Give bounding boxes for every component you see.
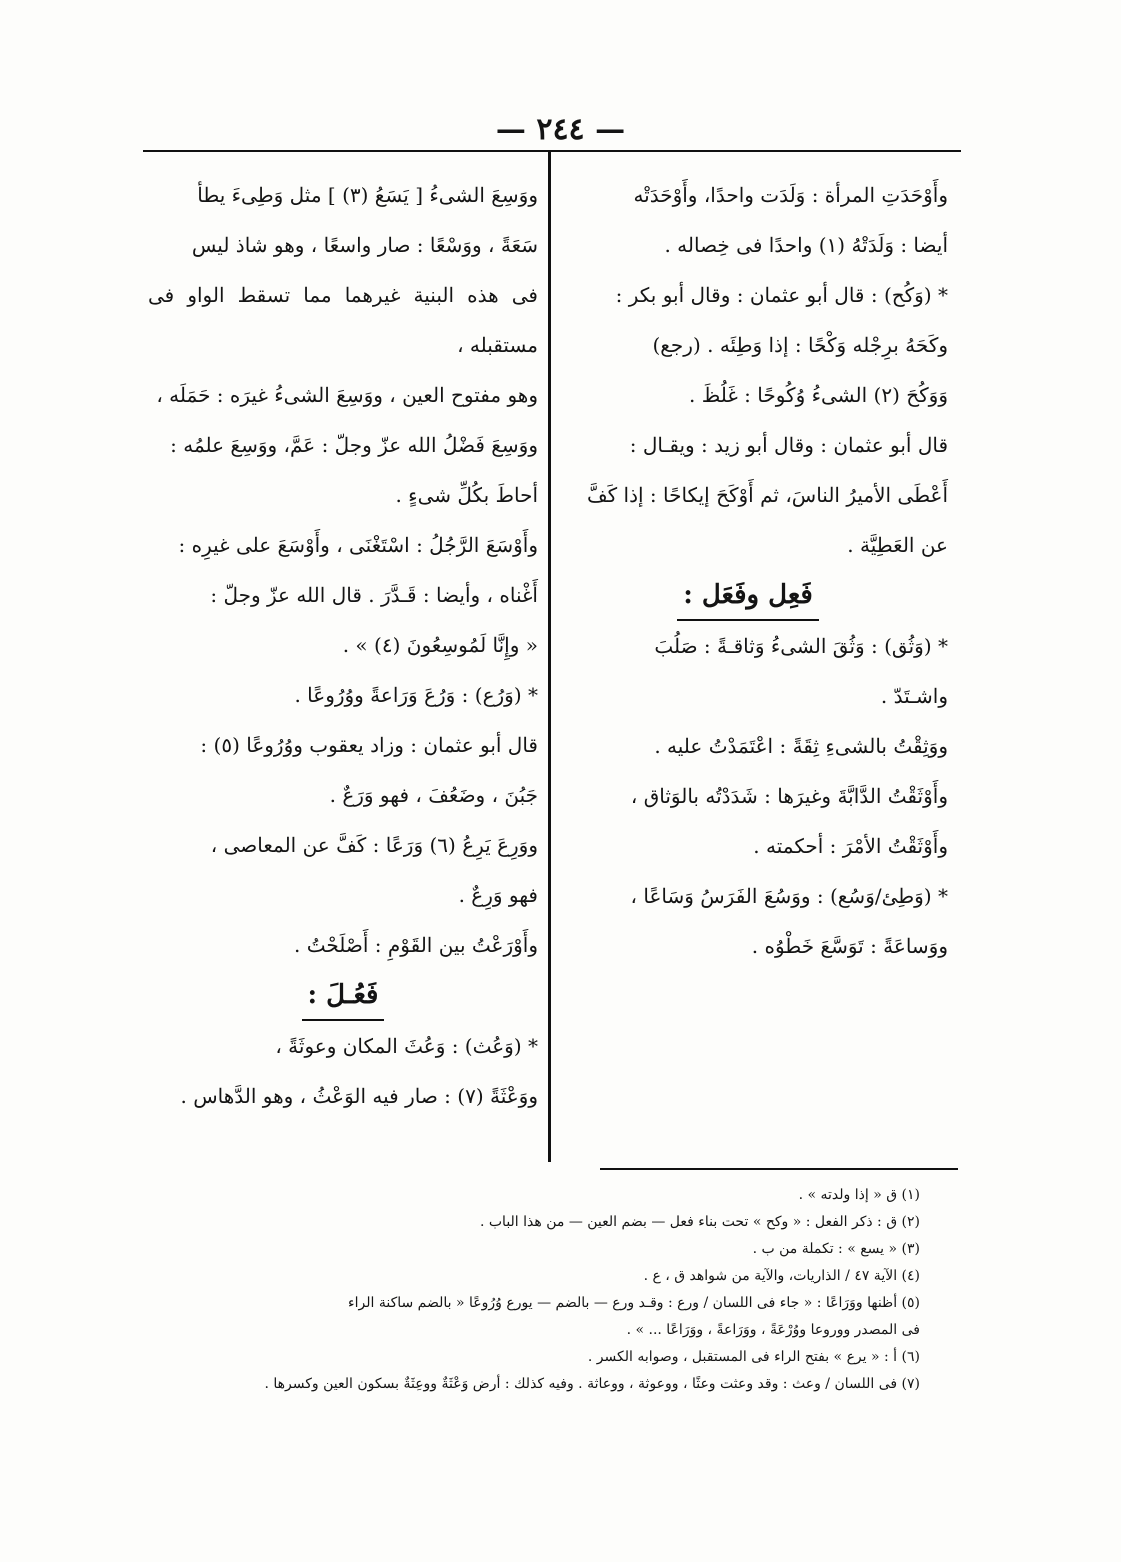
text-line: وكَحَهُ برِجْله وَكْحًا : إذا وَطِئَه . (رجع) xyxy=(652,333,948,357)
text-line: أحاطَ بكُلِّ شىءٍ . xyxy=(395,483,538,507)
text-line: * (وَطِئ/وَسُع) : ووَسُعَ الفَرَسُ وَسَاعًا ، xyxy=(630,884,948,908)
footnote: (٣) « يسع » : تكملة من ب . xyxy=(752,1241,920,1257)
text-line: وأَوْثَقْتُ الدَّابَّةَ وغيرَها : شَدَدْتُه بالوَثاق ، xyxy=(630,784,948,808)
footnote: (٦) أ : « يرع » بفتح الراء فى المستقبل ، وصوابه الكسر . xyxy=(587,1349,920,1365)
text-line: ووَسِعَ فَضْلُ الله عزّ وجلّ : عَمَّ، ووَسِعَ علمُه : xyxy=(170,433,538,457)
text-line: وأَوْسَعَ الرَّجُلُ : اسْتَغْنَى ، وأَوْسَعَ على غيرِه : xyxy=(178,533,538,557)
section-heading-text: فَعُـلَ : xyxy=(302,973,385,1021)
footnotes xyxy=(148,1182,920,1398)
text-line: أَغْناه ، وأيضا : قَـدَّرَ . قال الله عزّ وجلّ : xyxy=(210,583,538,607)
text-line: وَوَكُحَ (٢) الشىءُ وُكُوحًا : غَلُظَ . xyxy=(689,383,948,407)
section-heading xyxy=(148,970,538,1021)
text-line: وأَوْثَقْتُ الأمْرَ : أحكمته . xyxy=(753,834,948,858)
text-line: * (وَعُث) : وَعُثَ المكان وعوثَةً ، xyxy=(275,1034,538,1058)
text-line: ووَعْثَةً (٧) : صار فيه الوَعْثُ ، وهو الدَّهاس . xyxy=(180,1084,538,1108)
text-line: قال أبو عثمان : وزاد يعقوب ووُرُوعًا (٥) : xyxy=(200,733,538,757)
header-rule xyxy=(143,150,961,152)
text-line: فى هذه البنية غيرهما مما تسقط الواو فى مستقبله ، xyxy=(148,283,538,357)
section-heading xyxy=(548,570,948,621)
text-line: سَعَةً ، ووَسْعًا : صار واسعًا ، وهو شاذ ليس xyxy=(191,233,538,257)
text-line: ووَرِعَ يَرِعُ (٦) وَرَعًا : كَفَّ عن المعاصى ، xyxy=(210,833,538,857)
text-line: ووَثِقْتُ بالشىءِ ثِقَةً : اعْتَمَدْتُ عليه . xyxy=(654,734,948,758)
text-line: وأَوْرَعْتُ بين القَوْمِ : أَصْلَحْتُ . xyxy=(293,933,538,957)
footnote: فى المصدر ووروعا ووُرْعَةً ، ووَرَاعةً ، ووَرَاعًا ... » . xyxy=(626,1322,920,1338)
page-number: — ٢٤٤ — xyxy=(495,112,626,147)
text-line: « وإِنَّا لَمُوسِعُونَ (٤) » . xyxy=(342,633,538,657)
text-line: قال أبو عثمان : وقال أبو زيد : ويقـال : xyxy=(629,433,948,457)
footnote: (٤) الآية ٤٧ / الذاريات، والآية من شواهد ق ، ع . xyxy=(643,1268,920,1284)
text-line: * (وَرُع) : وَرُعَ وَرَاعةً ووُرُوعًا . xyxy=(294,683,538,707)
footnote: (٧) فى اللسان / وعث : وقد وعثت وعثًا ، ووعوثة ، ووعاثة . وفيه كذلك : أرض وَعْثَةٌ ووعِثَةٌ بسكون العين وكسرها . xyxy=(264,1376,920,1392)
footnote: (١) ق « إذا ولدته » . xyxy=(798,1187,920,1203)
footnote: (٥) أظنها ووَرَاعًا : « جاء فى اللسان / ورع : وقـد ورع — بالضم — يورع وُرُوعًا « بالضم ساكنة الراء xyxy=(348,1295,920,1311)
section-heading-text: فَعِل وفَعَل : xyxy=(677,573,819,621)
text-line: * (وَكُح) : قال أبو عثمان : وقال أبو بكر : xyxy=(615,283,948,307)
text-line: أيضا : وَلَدَتْهُ (١) واحدًا فى خِصاله . xyxy=(664,233,948,257)
footnote: (٢) ق : ذكر الفعل : « وكح » تحت بناء فعل — بضم العين — من هذا الباب . xyxy=(479,1214,920,1230)
text-line: * (وَثُق) : وَثُقَ الشىءُ وَثاقـةً : صَلُبَ xyxy=(654,634,948,658)
text-line: ووَساعَةً : تَوَسَّعَ خَطْوُه . xyxy=(751,934,948,958)
text-line: وهو مفتوح العين ، ووَسِعَ الشىءُ غيرَه : حَمَلَه ، xyxy=(156,383,538,407)
right-column xyxy=(548,170,948,971)
text-line: واشـتَدّ . xyxy=(880,684,948,708)
footnote-rule xyxy=(600,1168,958,1170)
text-line: ووَسِعَ الشىءُ [ يَسَعُ (٣) ] مثل وَطِىءَ يطأ xyxy=(197,183,538,207)
text-line: فهو وَرِعٌ . xyxy=(458,883,538,907)
text-line: وأَوْحَدَتِ المرأة : وَلَدَت واحدًا، وأَوْحَدَتْه xyxy=(633,183,948,207)
text-line: أَعْطَى الأميرُ الناسَ، ثم أَوْكَحَ إيكاحًا : إذا كَفَّ xyxy=(586,483,948,507)
left-column xyxy=(148,170,538,1121)
text-line: جَبُنَ ، وضَعُفَ ، فهو وَرَعٌ . xyxy=(329,783,538,807)
text-line: عن العَطِيَّة . xyxy=(847,533,948,557)
